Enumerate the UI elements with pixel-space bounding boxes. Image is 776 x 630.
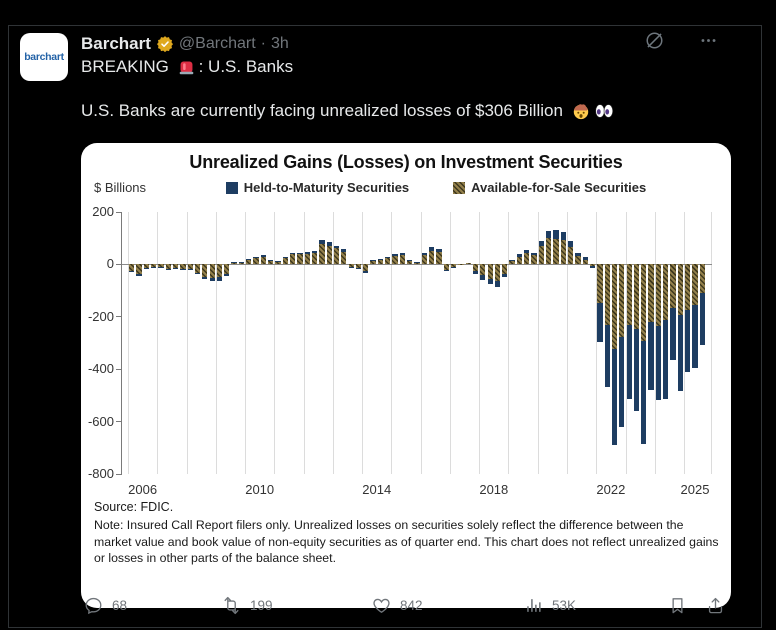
bar-htm-segment	[341, 249, 346, 252]
bar-afs-segment	[488, 264, 493, 278]
bar-afs-segment	[561, 240, 566, 265]
tweet-line1	[81, 55, 293, 79]
chart-plot-area	[87, 204, 712, 497]
bar-htm-segment	[378, 259, 383, 260]
reply-button[interactable]	[84, 596, 127, 615]
bar-htm-segment	[385, 257, 390, 258]
bar-htm-segment	[166, 269, 171, 270]
year-gridline	[450, 212, 451, 474]
bar-htm-segment	[553, 230, 558, 238]
legend-htm-label: Held-to-Maturity Securities	[243, 180, 410, 195]
bar-afs-segment	[700, 264, 705, 292]
year-gridline	[274, 212, 275, 474]
bar-afs-segment	[517, 257, 522, 265]
tweet-line1-text: BREAKING	[81, 57, 174, 76]
bar-htm-segment	[473, 271, 478, 273]
bar-afs-segment	[385, 258, 390, 265]
bar-afs-segment	[502, 264, 507, 273]
year-gridline	[711, 212, 712, 474]
bar-afs-segment	[641, 264, 646, 341]
chart-note: Note: Insured Call Report filers only. Unrealized losses on securities solely reflect the difference between the market value and book value of non-equity securities as of quarter end. This chart does not reflect unrealized gains or losses in other parts of the balance sheet.	[94, 518, 719, 565]
bar-htm-segment	[231, 262, 236, 263]
gold-verified-icon	[156, 35, 174, 53]
exploding-head-emoji	[572, 102, 590, 120]
x-axis-label: 2022	[596, 482, 626, 497]
tweet-header	[81, 33, 289, 55]
legend-item-htm	[226, 180, 409, 195]
bar-afs-segment	[546, 238, 551, 264]
bar-htm-segment	[356, 268, 361, 269]
bar-afs-segment	[246, 260, 251, 264]
x-axis-label: 2014	[362, 482, 392, 497]
bar-afs-segment	[605, 264, 610, 325]
year-gridline	[391, 212, 392, 474]
bar-htm-segment	[685, 310, 690, 372]
bar-afs-segment	[319, 244, 324, 264]
bar-afs-segment	[305, 254, 310, 264]
bar-htm-segment	[634, 329, 639, 410]
eyes-emoji	[594, 103, 614, 119]
bar-htm-segment	[619, 337, 624, 427]
bar-afs-segment	[268, 261, 273, 264]
bar-afs-segment	[678, 264, 683, 314]
bar-afs-segment	[224, 264, 229, 273]
chart-legend	[151, 180, 721, 195]
tweet-body-text: U.S. Banks are currently facing unrealized losses of $306 Billion	[81, 101, 568, 120]
bar-htm-segment	[692, 305, 697, 368]
timestamp[interactable]: 3h	[270, 35, 289, 52]
bar-htm-segment	[502, 274, 507, 277]
bar-htm-segment	[319, 240, 324, 244]
bar-afs-segment	[312, 253, 317, 265]
legend-afs-label: Available-for-Sale Securities	[471, 180, 647, 195]
bar-afs-segment	[458, 264, 463, 265]
bar-htm-segment	[129, 271, 134, 272]
display-name[interactable]: Barchart	[81, 34, 151, 53]
year-gridline	[157, 212, 158, 474]
bar-htm-segment	[590, 266, 595, 267]
tweet-action-bar	[0, 596, 776, 622]
more-options-icon[interactable]	[699, 31, 718, 55]
y-axis-tick	[116, 369, 122, 370]
bar-htm-segment	[531, 253, 536, 256]
views-count: 53K	[552, 598, 577, 613]
bar-afs-segment	[480, 264, 485, 275]
bar-htm-segment	[210, 278, 215, 281]
bar-htm-segment	[641, 341, 646, 443]
bar-htm-segment	[583, 257, 588, 260]
bar-afs-segment	[290, 254, 295, 264]
share-button[interactable]	[706, 596, 725, 615]
repost-count: 199	[250, 598, 273, 613]
year-gridline	[362, 212, 363, 474]
bar-afs-segment	[539, 246, 544, 265]
bar-htm-segment	[370, 260, 375, 261]
year-gridline	[508, 212, 509, 474]
bar-afs-segment	[429, 251, 434, 264]
like-button[interactable]	[372, 596, 423, 615]
reply-count: 68	[112, 598, 128, 613]
bar-afs-segment	[297, 254, 302, 264]
bar-htm-segment	[136, 274, 141, 276]
bar-afs-segment	[466, 263, 471, 264]
y-axis-label: 200	[92, 204, 114, 219]
bar-afs-segment	[531, 255, 536, 264]
bar-afs-segment	[495, 264, 500, 281]
bar-afs-segment	[370, 260, 375, 264]
y-axis-label: -400	[87, 361, 114, 377]
bar-htm-segment	[414, 262, 419, 263]
bar-afs-segment	[334, 248, 339, 264]
y-axis-label: -200	[87, 308, 114, 324]
bar-htm-segment	[488, 279, 493, 284]
bar-afs-segment	[597, 264, 602, 303]
bar-htm-segment	[349, 267, 354, 268]
y-axis-tick	[116, 316, 122, 317]
bar-htm-segment	[334, 246, 339, 249]
bar-htm-segment	[451, 267, 456, 268]
tweet-body	[81, 99, 614, 123]
bar-afs-segment	[612, 264, 617, 348]
bar-htm-segment	[392, 254, 397, 256]
bar-htm-segment	[480, 275, 485, 279]
bar-htm-segment	[180, 269, 185, 270]
views-button[interactable]	[524, 596, 576, 615]
bar-htm-segment	[158, 267, 163, 268]
bar-htm-segment	[297, 253, 302, 255]
bar-htm-segment	[407, 260, 412, 261]
chart-title: Unrealized Gains (Losses) on Investment Securities	[189, 152, 623, 172]
htm-swatch-icon	[226, 182, 238, 194]
bar-htm-segment	[663, 320, 668, 399]
bookmark-button[interactable]	[668, 596, 687, 615]
bar-afs-segment	[129, 264, 134, 271]
bar-afs-segment	[575, 256, 580, 265]
bar-htm-segment	[495, 281, 500, 287]
bar-afs-segment	[473, 264, 478, 271]
bar-htm-segment	[151, 267, 156, 268]
bar-htm-segment	[290, 253, 295, 255]
bar-htm-segment	[239, 262, 244, 263]
afs-swatch-icon	[453, 182, 465, 194]
y-axis-tick	[116, 421, 122, 422]
bar-htm-segment	[195, 273, 200, 274]
grok-icon[interactable]	[644, 30, 665, 56]
bar-htm-segment	[312, 251, 317, 253]
bar-afs-segment	[663, 264, 668, 319]
bar-htm-segment	[173, 268, 178, 269]
bar-htm-segment	[575, 253, 580, 256]
bar-htm-segment	[422, 253, 427, 256]
bar-afs-segment	[422, 255, 427, 264]
tweet-line1-text2: : U.S. Banks	[198, 57, 294, 76]
x-axis-label: 2006	[128, 482, 158, 497]
bar-afs-segment	[648, 264, 653, 321]
bar-htm-segment	[275, 261, 280, 262]
year-gridline	[245, 212, 246, 474]
bar-htm-segment	[444, 270, 449, 271]
chart-y-axis-unit: $ Billions	[94, 180, 147, 195]
bar-htm-segment	[144, 268, 149, 269]
year-gridline	[479, 212, 480, 474]
bar-htm-segment	[546, 231, 551, 238]
y-axis-label: -800	[87, 466, 114, 481]
bar-afs-segment	[378, 260, 383, 265]
bar-afs-segment	[217, 264, 222, 277]
legend-item-afs	[453, 180, 646, 195]
bar-htm-segment	[700, 293, 705, 345]
bar-afs-segment	[685, 264, 690, 309]
year-gridline	[596, 212, 597, 474]
bar-htm-segment	[612, 349, 617, 445]
bar-htm-segment	[436, 249, 441, 253]
bar-htm-segment	[670, 308, 675, 360]
year-gridline	[187, 212, 188, 474]
bar-afs-segment	[261, 257, 266, 265]
bar-afs-segment	[202, 264, 207, 277]
bar-htm-segment	[246, 259, 251, 260]
bar-afs-segment	[253, 258, 258, 265]
x-axis-label: 2010	[245, 482, 275, 497]
bar-htm-segment	[363, 271, 368, 273]
bar-htm-segment	[400, 253, 405, 255]
bar-afs-segment	[136, 264, 141, 274]
y-axis-label: 0	[106, 256, 114, 272]
y-axis-tick	[116, 474, 122, 475]
bar-afs-segment	[392, 256, 397, 264]
y-axis-tick	[116, 264, 122, 265]
bar-afs-segment	[656, 264, 661, 326]
bar-afs-segment	[670, 264, 675, 307]
bar-htm-segment	[561, 232, 566, 240]
bar-afs-segment	[341, 252, 346, 265]
bar-htm-segment	[268, 260, 273, 261]
y-axis-label: -600	[87, 413, 114, 429]
bar-htm-segment	[253, 257, 258, 258]
bar-afs-segment	[627, 264, 632, 324]
bar-htm-segment	[224, 274, 229, 277]
bar-htm-segment	[217, 277, 222, 281]
bar-afs-segment	[583, 260, 588, 265]
bar-afs-segment	[692, 264, 697, 305]
like-count: 842	[400, 598, 423, 613]
bar-htm-segment	[283, 257, 288, 258]
year-gridline	[216, 212, 217, 474]
bar-afs-segment	[327, 246, 332, 265]
police-car-light-emoji	[178, 59, 195, 76]
bar-afs-segment	[407, 261, 412, 264]
avatar-logo-text: barchart	[24, 51, 64, 63]
x-axis-label: 2018	[479, 482, 509, 497]
handle[interactable]: @Barchart	[178, 35, 256, 52]
bar-htm-segment	[261, 255, 266, 256]
bar-htm-segment	[188, 269, 193, 270]
year-gridline	[421, 212, 422, 474]
bar-htm-segment	[539, 241, 544, 246]
bar-htm-segment	[202, 277, 207, 279]
handle-separator: ·	[260, 35, 266, 52]
bar-afs-segment	[436, 252, 441, 264]
bar-htm-segment	[605, 325, 610, 387]
year-gridline	[128, 212, 129, 474]
bar-afs-segment	[524, 253, 529, 264]
bar-htm-segment	[568, 241, 573, 247]
bar-afs-segment	[634, 264, 639, 329]
bar-htm-segment	[524, 250, 529, 253]
bar-htm-segment	[656, 326, 661, 400]
bar-afs-segment	[283, 258, 288, 264]
bar-htm-segment	[627, 325, 632, 400]
repost-button[interactable]	[222, 596, 273, 615]
bar-htm-segment	[597, 303, 602, 342]
chart-image[interactable]	[81, 143, 731, 608]
avatar[interactable]	[20, 33, 68, 81]
bar-htm-segment	[429, 247, 434, 251]
bar-afs-segment	[210, 264, 215, 278]
bar-htm-segment	[678, 315, 683, 391]
bar-afs-segment	[195, 264, 200, 272]
y-axis-tick	[116, 212, 122, 213]
bar-htm-segment	[327, 242, 332, 245]
bar-afs-segment	[619, 264, 624, 337]
bar-htm-segment	[648, 322, 653, 390]
bar-htm-segment	[305, 252, 310, 254]
chart-source: Source: FDIC.	[94, 500, 174, 514]
x-axis-label: 2025	[680, 482, 710, 497]
bar-afs-segment	[568, 247, 573, 265]
bar-afs-segment	[509, 261, 514, 264]
bar-htm-segment	[517, 254, 522, 256]
bar-afs-segment	[400, 255, 405, 264]
bar-afs-segment	[553, 239, 558, 265]
bar-htm-segment	[509, 260, 514, 261]
